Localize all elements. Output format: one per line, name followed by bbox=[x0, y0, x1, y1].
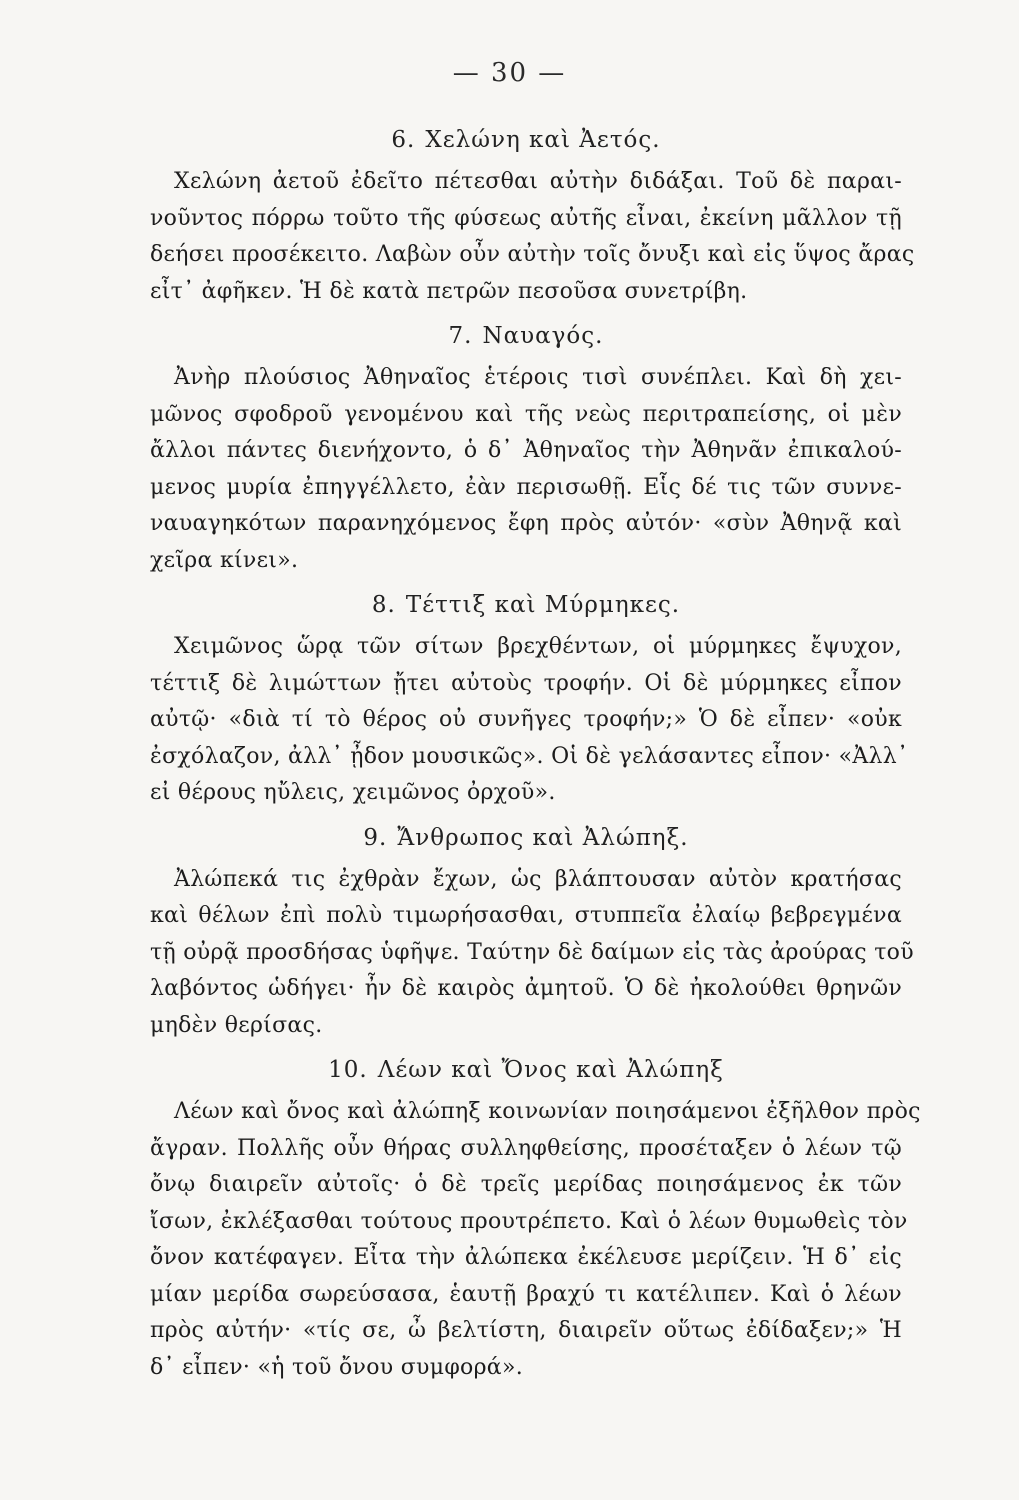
page-number: — 30 — bbox=[452, 58, 567, 88]
fable-text bbox=[150, 629, 909, 812]
text-line: νοῦντος πόρρω τοῦτο τῆς φύσεως αὐτῆς εἶναι, ἐκείνη μᾶλλον τῇ bbox=[150, 205, 902, 231]
text-line: Χειμῶνος ὥρᾳ τῶν σίτων βρεχθέντων, οἱ μύρμηκες ἔψυχον, bbox=[174, 634, 902, 659]
text-line: τῇ οὐρᾷ προσδήσας ὑφῆψε. Ταύτην δὲ δαίμων εἰς τὰς ἀρούρας τοῦ bbox=[150, 939, 914, 965]
fable-title-text: Τέττιξ καὶ Μύρμηκες. bbox=[405, 592, 681, 618]
text-line: μῶνος σφοδροῦ γενομένου καὶ τῆς νεὼς περιτραπείσης, οἱ μὲν bbox=[150, 401, 902, 427]
text-line: αὐτῷ· «διὰ τί τὸ θέρος οὐ συνῆγες τροφήν;» Ὁ δὲ εἶπεν· «οὐκ bbox=[150, 707, 902, 732]
fable-number: 7. bbox=[448, 323, 473, 349]
page-content bbox=[150, 122, 921, 1386]
fable-10 bbox=[150, 1052, 921, 1386]
fable-title bbox=[150, 122, 902, 158]
fable-text bbox=[150, 1094, 921, 1386]
fable-title bbox=[150, 1052, 902, 1088]
fable-7 bbox=[150, 318, 902, 579]
text-line: ὄνῳ διαιρεῖν αὐτοῖς· ὁ δὲ τρεῖς μερίδας ποιησάμενος ἐκ τῶν bbox=[150, 1172, 902, 1197]
text-line: τέττιξ δὲ λιμώττων ᾔτει αὐτοὺς τροφήν. Οἱ δὲ μύρμηκες εἶπον bbox=[150, 670, 902, 696]
text-line: μηδὲν θερίσας. bbox=[150, 1012, 323, 1038]
text-line: καὶ θέλων ἐπὶ πολὺ τιμωρήσασθαι, στυππεῖα ἐλαίῳ βεβρεγμένα bbox=[150, 903, 902, 928]
text-line: Χελώνη ἀετοῦ ἐδεῖτο πέτεσθαι αὐτὴν διδάξαι. Τοῦ δὲ παραι- bbox=[174, 169, 902, 194]
text-line: χεῖρα κίνει». bbox=[150, 547, 299, 573]
fable-title-text: Ναυαγός. bbox=[482, 323, 604, 349]
text-line: ἄγραν. Πολλῆς οὖν θήρας συλληφθείσης, προσέταξεν ὁ λέων τῷ bbox=[150, 1135, 902, 1161]
text-line: δεήσει προσέκειτο. Λαβὼν οὖν αὐτὴν τοῖς ὄνυξι καὶ εἰς ὕψος ἄρας bbox=[150, 242, 915, 267]
fable-number: 9. bbox=[363, 824, 388, 851]
fable-title-text: Λέων καὶ Ὄνος καὶ Ἀλώπηξ bbox=[377, 1057, 724, 1083]
fable-title bbox=[150, 587, 902, 623]
text-line: δ᾽ εἶπεν· «ἡ τοῦ ὄνου συμφορά». bbox=[150, 1354, 524, 1380]
text-line: ἴσων, ἐκλέξασθαι τούτους προυτρέπετο. Καὶ ὁ λέων θυμωθεὶς τὸν bbox=[150, 1208, 908, 1234]
text-line: ἐσχόλαζον, ἀλλ᾽ ᾖδον μουσικῶς». Οἱ δὲ γελάσαντες εἶπον· «Ἀλλ᾽ bbox=[150, 743, 909, 769]
fable-number: 10. bbox=[328, 1057, 368, 1083]
text-line: Λέων καὶ ὄνος καὶ ἀλώπηξ κοινωνίαν ποιησάμενοι ἐξῆλθον πρὸς bbox=[174, 1099, 921, 1124]
text-line: εἰ θέρους ηὔλεις, χειμῶνος ὀρχοῦ». bbox=[150, 780, 556, 805]
text-line: ναυαγηκότων παρανηχόμενος ἔφη πρὸς αὐτόν· «σὺν Ἀθηνᾷ καὶ bbox=[150, 511, 902, 536]
text-line: μενος μυρία ἐπηγγέλλετο, ἐὰν περισωθῇ. Εἷς δέ τις τῶν συννε- bbox=[150, 474, 902, 500]
fable-text bbox=[150, 360, 902, 579]
fable-number: 8. bbox=[371, 592, 396, 618]
fable-8 bbox=[150, 587, 909, 812]
fable-number: 6. bbox=[391, 127, 416, 153]
text-line: λαβόντος ὡδήγει· ἦν δὲ καιρὸς ἀμητοῦ. Ὁ δὲ ἠκολούθει θρηνῶν bbox=[150, 976, 902, 1001]
text-line: εἶτ᾽ ἀφῆκεν. Ἡ δὲ κατὰ πετρῶν πεσοῦσα συνετρίβη. bbox=[150, 278, 748, 304]
text-line: ἄλλοι πάντες διενήχοντο, ὁ δ᾽ Ἀθηναῖος τὴν Ἀθηνᾶν ἐπικαλού- bbox=[150, 438, 902, 463]
fable-text bbox=[150, 164, 915, 310]
fable-title-text: Χελώνη καὶ Ἀετός. bbox=[425, 127, 661, 153]
fable-title bbox=[150, 820, 902, 856]
fable-6 bbox=[150, 122, 915, 310]
text-line: Ἀνὴρ πλούσιος Ἀθηναῖος ἑτέροις τισὶ συνέπλει. Καὶ δὴ χει- bbox=[174, 365, 902, 390]
fable-9 bbox=[150, 820, 914, 1045]
text-line: πρὸς αὐτήν· «τίς σε, ὦ βελτίστη, διαιρεῖν οὕτως ἐδίδαξεν;» Ἡ bbox=[150, 1318, 902, 1343]
fable-title bbox=[150, 318, 902, 354]
text-line: μίαν μερίδα σωρεύσασα, ἑαυτῇ βραχύ τι κατέλιπεν. Καὶ ὁ λέων bbox=[150, 1281, 902, 1307]
fable-text bbox=[150, 862, 914, 1045]
text-line: Ἀλώπεκά τις ἐχθρὰν ἔχων, ὡς βλάπτουσαν αὐτὸν κρατήσας bbox=[174, 866, 902, 892]
text-line: ὄνον κατέφαγεν. Εἶτα τὴν ἀλώπεκα ἐκέλευσε μερίζειν. Ἡ δ᾽ εἰς bbox=[150, 1245, 902, 1270]
fable-title-text: Ἄνθρωπος καὶ Ἀλώπηξ. bbox=[397, 824, 689, 851]
